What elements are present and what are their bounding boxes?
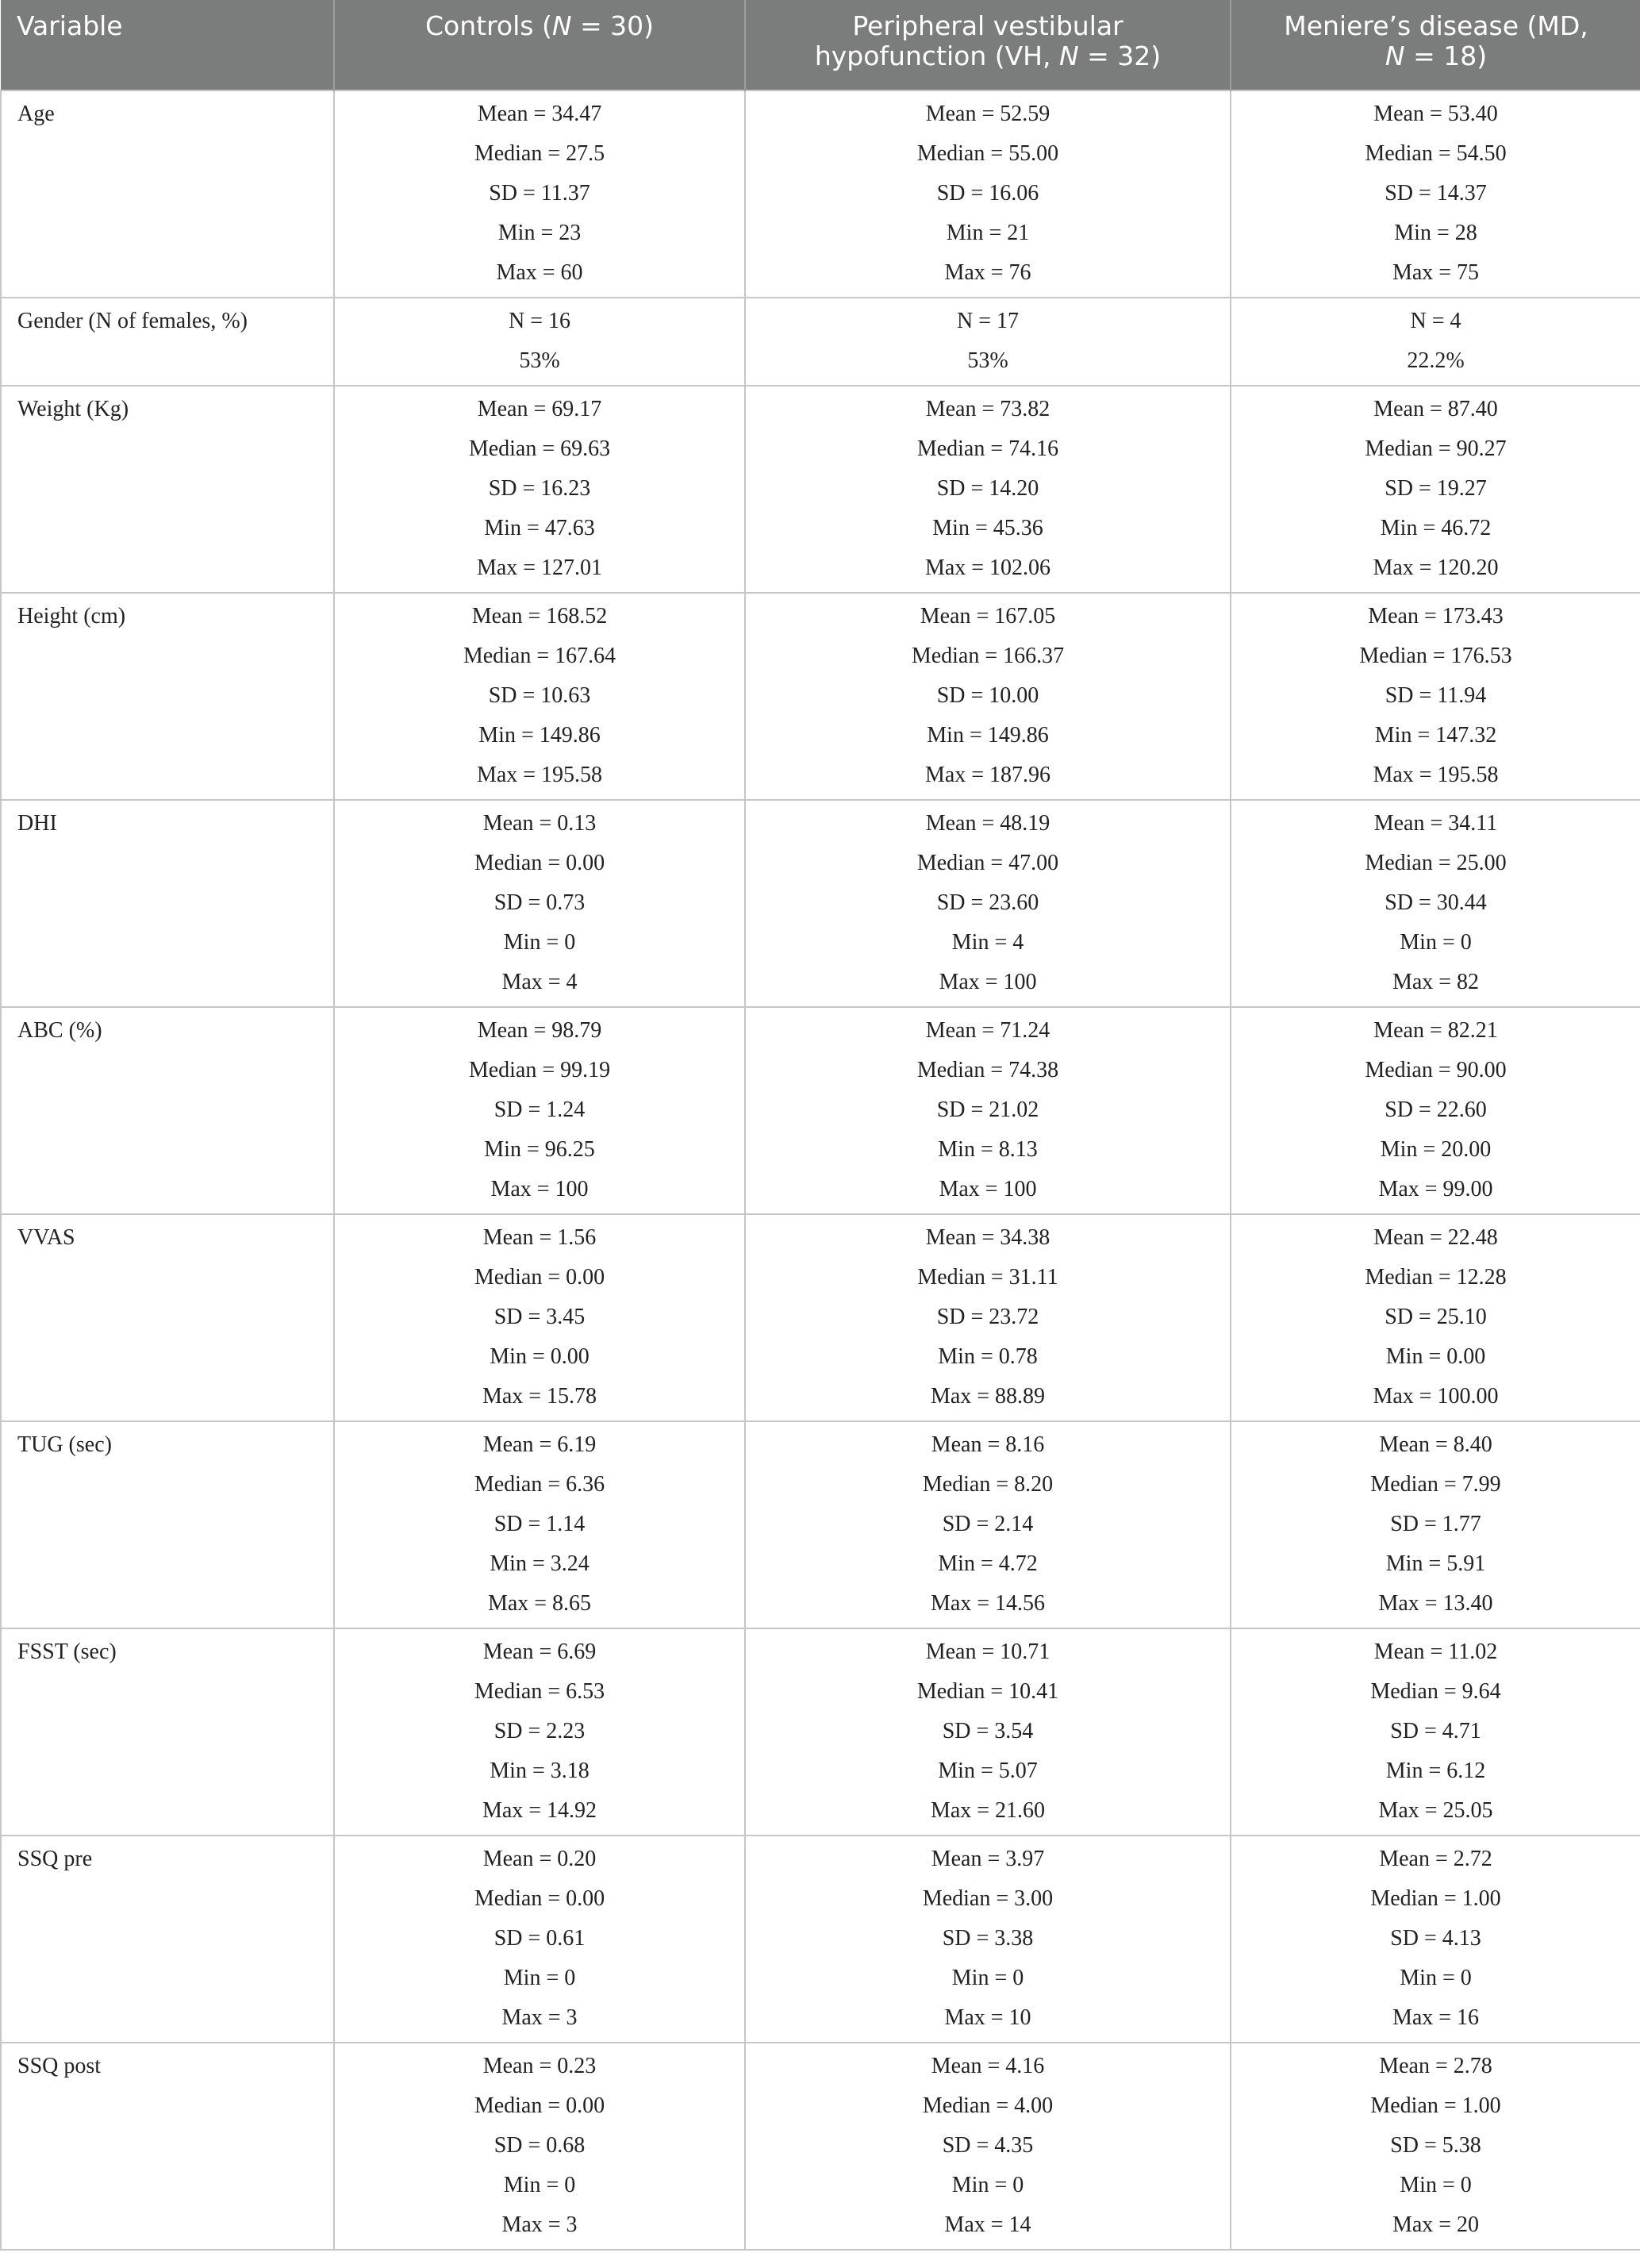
cell-value: Min = 0.00 xyxy=(1385,1344,1486,1369)
cell-value: Median = 99.19 xyxy=(468,1058,611,1082)
cell-value: Min = 96.25 xyxy=(484,1137,595,1162)
header-controls-n: N xyxy=(551,10,572,41)
header-md-suffix: = 18) xyxy=(1404,40,1488,71)
cell-value: Mean = 167.05 xyxy=(920,604,1056,629)
cell-value: Mean = 71.24 xyxy=(925,1018,1050,1043)
cell-value: Max = 187.96 xyxy=(924,763,1051,787)
header-controls-prefix: Controls ( xyxy=(424,10,552,41)
row-label: Gender (N of females, %) xyxy=(1,298,334,386)
cell-value: Mean = 0.23 xyxy=(482,2054,597,2078)
cell-value: N = 16 xyxy=(508,309,570,333)
cell-value: Max = 76 xyxy=(944,260,1031,285)
cell-value: SD = 14.37 xyxy=(1385,181,1487,206)
cell-vh xyxy=(745,800,1231,1007)
cell-vh xyxy=(745,593,1231,800)
row-label: TUG (sec) xyxy=(1,1421,334,1628)
cell-vh xyxy=(745,2043,1231,2250)
table-row xyxy=(1,1421,1640,1628)
cell-controls xyxy=(334,1628,745,1836)
cell-value: Median = 31.11 xyxy=(917,1265,1058,1290)
cell-value: Min = 5.07 xyxy=(938,1759,1038,1783)
cell-value: Min = 0.00 xyxy=(490,1344,590,1369)
cell-value: Min = 147.32 xyxy=(1374,723,1497,748)
row-label: ABC (%) xyxy=(1,1007,334,1214)
row-label: Weight (Kg) xyxy=(1,386,334,593)
cell-value: SD = 22.60 xyxy=(1385,1097,1487,1122)
cell-value: Min = 6.12 xyxy=(1385,1759,1486,1783)
cell-value: Median = 25.00 xyxy=(1365,851,1507,875)
cell-value: Mean = 82.21 xyxy=(1373,1018,1498,1043)
cell-value: Min = 46.72 xyxy=(1380,516,1492,540)
cell-md xyxy=(1231,1214,1640,1421)
cell-value: SD = 30.44 xyxy=(1385,890,1487,915)
table-row xyxy=(1,298,1640,386)
header-vh-suffix: = 32) xyxy=(1078,40,1162,71)
cell-value: SD = 1.77 xyxy=(1390,1512,1481,1536)
cell-value: Min = 0 xyxy=(951,2173,1024,2197)
cell-value: Median = 6.53 xyxy=(474,1679,605,1704)
cell-value: Median = 54.50 xyxy=(1365,141,1507,166)
cell-value: Min = 45.36 xyxy=(932,516,1043,540)
cell-value: Mean = 98.79 xyxy=(477,1018,602,1043)
cell-value: Median = 4.00 xyxy=(922,2093,1054,2118)
header-variable-label: Variable xyxy=(17,10,123,41)
cell-value: Max = 75 xyxy=(1392,260,1480,285)
cell-value: 22.2% xyxy=(1407,348,1465,373)
cell-value: Median = 74.16 xyxy=(916,436,1059,461)
table-row xyxy=(1,386,1640,593)
cell-value: Max = 120.20 xyxy=(1373,555,1499,580)
cell-value: Min = 0 xyxy=(503,2173,576,2197)
cell-value: SD = 4.35 xyxy=(942,2133,1034,2158)
cell-value: Max = 195.58 xyxy=(476,763,603,787)
table-row xyxy=(1,2043,1640,2250)
cell-value: Mean = 34.11 xyxy=(1373,811,1498,836)
cell-vh xyxy=(745,1421,1231,1628)
cell-value: Median = 1.00 xyxy=(1370,2093,1501,2118)
header-variable xyxy=(1,0,334,90)
table-body xyxy=(1,90,1640,2250)
cell-value: Median = 10.41 xyxy=(916,1679,1059,1704)
header-vh-n: N xyxy=(1058,40,1079,71)
cell-value: Max = 10 xyxy=(944,2005,1031,2030)
cell-value: 53% xyxy=(519,348,560,373)
cell-value: Median = 0.00 xyxy=(474,1265,605,1290)
cell-controls xyxy=(334,1836,745,2043)
cell-value: SD = 16.23 xyxy=(488,476,591,501)
cell-value: Min = 3.18 xyxy=(490,1759,590,1783)
cell-value: SD = 16.06 xyxy=(936,181,1039,206)
cell-value: Max = 127.01 xyxy=(476,555,603,580)
cell-value: Max = 20 xyxy=(1392,2212,1480,2237)
cell-value: Max = 16 xyxy=(1392,2005,1480,2030)
cell-value: Max = 100 xyxy=(490,1177,589,1201)
cell-vh xyxy=(745,386,1231,593)
cell-value: Min = 20.00 xyxy=(1380,1137,1492,1162)
header-vh-prefix: hypofunction (VH, xyxy=(814,40,1059,71)
cell-value: Min = 149.86 xyxy=(478,723,601,748)
header-md-line2 xyxy=(1247,41,1625,71)
cell-value: SD = 0.73 xyxy=(494,890,586,915)
cell-value: Mean = 0.20 xyxy=(482,1847,597,1871)
cell-value: Max = 60 xyxy=(496,260,583,285)
cell-value: Median = 167.64 xyxy=(463,644,616,668)
cell-value: Min = 4.72 xyxy=(938,1551,1038,1576)
cell-value: SD = 3.38 xyxy=(942,1926,1034,1951)
cell-md xyxy=(1231,800,1640,1007)
row-label: SSQ pre xyxy=(1,1836,334,2043)
cell-value: Max = 100 xyxy=(939,1177,1037,1201)
cell-value: Max = 100.00 xyxy=(1373,1384,1499,1409)
cell-controls xyxy=(334,2043,745,2250)
cell-value: Median = 47.00 xyxy=(916,851,1059,875)
cell-value: Min = 0 xyxy=(1400,930,1472,955)
cell-controls xyxy=(334,1214,745,1421)
cell-value: SD = 11.37 xyxy=(489,181,590,206)
cell-value: Median = 90.27 xyxy=(1365,436,1507,461)
cell-vh xyxy=(745,1214,1231,1421)
cell-controls xyxy=(334,90,745,298)
cell-value: Min = 21 xyxy=(946,221,1030,245)
header-vh-line1: Peripheral vestibular xyxy=(852,10,1123,41)
cell-value: Max = 195.58 xyxy=(1373,763,1499,787)
cell-value: SD = 3.45 xyxy=(494,1305,586,1329)
cell-value: SD = 5.38 xyxy=(1390,2133,1481,2158)
header-vh-line2 xyxy=(762,41,1214,71)
cell-value: Median = 55.00 xyxy=(916,141,1059,166)
cell-value: Max = 100 xyxy=(939,970,1037,994)
cell-value: Median = 12.28 xyxy=(1365,1265,1507,1290)
header-controls xyxy=(334,0,745,90)
cell-value: SD = 10.63 xyxy=(488,683,591,708)
cell-value: Min = 28 xyxy=(1394,221,1477,245)
cell-md xyxy=(1231,1836,1640,2043)
header-controls-suffix: = 30) xyxy=(571,10,655,41)
cell-value: SD = 23.60 xyxy=(936,890,1039,915)
cell-value: Median = 9.64 xyxy=(1370,1679,1501,1704)
cell-value: Median = 1.00 xyxy=(1370,1886,1501,1911)
cell-value: Mean = 1.56 xyxy=(482,1225,597,1250)
row-label: Age xyxy=(1,90,334,298)
cell-md xyxy=(1231,90,1640,298)
cell-value: Median = 176.53 xyxy=(1359,644,1512,668)
cell-value: Mean = 2.78 xyxy=(1379,2054,1492,2078)
cell-value: Min = 0 xyxy=(951,1966,1024,1990)
cell-vh xyxy=(745,90,1231,298)
cell-value: Max = 102.06 xyxy=(924,555,1051,580)
cell-value: Max = 88.89 xyxy=(930,1384,1046,1409)
cell-value: Mean = 6.69 xyxy=(482,1639,597,1664)
cell-value: SD = 21.02 xyxy=(936,1097,1039,1122)
cell-value: Median = 90.00 xyxy=(1365,1058,1507,1082)
header-vh xyxy=(745,0,1231,90)
cell-value: N = 4 xyxy=(1410,309,1461,333)
row-label: VVAS xyxy=(1,1214,334,1421)
cell-value: Mean = 4.16 xyxy=(931,2054,1045,2078)
cell-value: Mean = 6.19 xyxy=(482,1432,597,1457)
cell-value: SD = 0.61 xyxy=(494,1926,586,1951)
cell-value: Max = 13.40 xyxy=(1378,1591,1493,1616)
cell-value: Max = 3 xyxy=(501,2005,578,2030)
cell-vh xyxy=(745,298,1231,386)
header-md-line1: Meniere’s disease (MD, xyxy=(1284,10,1588,41)
cell-vh xyxy=(745,1836,1231,2043)
cell-value: Max = 14.56 xyxy=(930,1591,1046,1616)
cell-value: SD = 11.94 xyxy=(1385,683,1487,708)
cell-value: Mean = 0.13 xyxy=(482,811,597,836)
cell-value: Mean = 34.38 xyxy=(925,1225,1050,1250)
table-header xyxy=(1,0,1640,90)
cell-value: Min = 23 xyxy=(497,221,582,245)
cell-value: Min = 3.24 xyxy=(490,1551,590,1576)
cell-value: SD = 3.54 xyxy=(942,1719,1034,1743)
cell-controls xyxy=(334,298,745,386)
table-row xyxy=(1,1836,1640,2043)
cell-vh xyxy=(745,1007,1231,1214)
cell-value: Median = 74.38 xyxy=(916,1058,1059,1082)
cell-value: Max = 3 xyxy=(501,2212,578,2237)
header-md-n: N xyxy=(1385,40,1405,71)
table-row xyxy=(1,1628,1640,1836)
cell-value: Mean = 69.17 xyxy=(477,397,602,421)
cell-value: Median = 3.00 xyxy=(922,1886,1054,1911)
cell-value: Max = 25.05 xyxy=(1378,1798,1493,1823)
cell-vh xyxy=(745,1628,1231,1836)
cell-value: Min = 0 xyxy=(1400,2173,1472,2197)
table-row xyxy=(1,593,1640,800)
cell-value: N = 17 xyxy=(956,309,1019,333)
cell-value: Mean = 8.40 xyxy=(1379,1432,1492,1457)
cell-value: Max = 14 xyxy=(944,2212,1031,2237)
cell-md xyxy=(1231,593,1640,800)
cell-value: Median = 69.63 xyxy=(468,436,611,461)
cell-value: Median = 6.36 xyxy=(474,1472,605,1497)
cell-value: SD = 1.24 xyxy=(494,1097,586,1122)
cell-value: Mean = 10.71 xyxy=(925,1639,1050,1664)
cell-md xyxy=(1231,298,1640,386)
cell-md xyxy=(1231,2043,1640,2250)
cell-value: Mean = 8.16 xyxy=(931,1432,1045,1457)
cell-value: Mean = 53.40 xyxy=(1373,102,1498,126)
cell-md xyxy=(1231,1628,1640,1836)
cell-value: SD = 14.20 xyxy=(936,476,1039,501)
cell-value: Median = 166.37 xyxy=(911,644,1065,668)
cell-value: Min = 0 xyxy=(503,1966,576,1990)
row-label: SSQ post xyxy=(1,2043,334,2250)
cell-value: Max = 21.60 xyxy=(930,1798,1046,1823)
cell-value: Max = 99.00 xyxy=(1378,1177,1493,1201)
cell-value: Mean = 3.97 xyxy=(931,1847,1045,1871)
cell-value: Mean = 173.43 xyxy=(1368,604,1504,629)
cell-value: Max = 14.92 xyxy=(482,1798,597,1823)
cell-value: Min = 0 xyxy=(503,930,576,955)
cell-value: Median = 0.00 xyxy=(474,1886,605,1911)
cell-value: Max = 4 xyxy=(501,970,578,994)
cell-value: SD = 1.14 xyxy=(494,1512,586,1536)
cell-value: Min = 8.13 xyxy=(938,1137,1038,1162)
cell-value: Min = 4 xyxy=(951,930,1024,955)
cell-value: Min = 0 xyxy=(1400,1966,1472,1990)
cell-controls xyxy=(334,1421,745,1628)
cell-value: SD = 4.13 xyxy=(1390,1926,1481,1951)
cell-controls xyxy=(334,386,745,593)
cell-value: Max = 82 xyxy=(1392,970,1480,994)
cell-md xyxy=(1231,1421,1640,1628)
cell-value: Median = 0.00 xyxy=(474,2093,605,2118)
cell-value: SD = 2.23 xyxy=(494,1719,586,1743)
header-md xyxy=(1231,0,1640,90)
cell-value: Mean = 52.59 xyxy=(925,102,1050,126)
cell-value: Mean = 11.02 xyxy=(1373,1639,1498,1664)
cell-value: SD = 19.27 xyxy=(1385,476,1487,501)
row-label: Height (cm) xyxy=(1,593,334,800)
cell-value: SD = 25.10 xyxy=(1385,1305,1487,1329)
cell-value: Mean = 34.47 xyxy=(477,102,602,126)
cell-value: Max = 8.65 xyxy=(487,1591,592,1616)
cell-value: SD = 23.72 xyxy=(936,1305,1039,1329)
cell-md xyxy=(1231,1007,1640,1214)
header-row xyxy=(1,0,1640,90)
cell-value: Min = 0.78 xyxy=(938,1344,1038,1369)
cell-value: SD = 2.14 xyxy=(942,1512,1034,1536)
cell-value: Median = 8.20 xyxy=(922,1472,1054,1497)
row-label: DHI xyxy=(1,800,334,1007)
cell-value: Median = 7.99 xyxy=(1370,1472,1501,1497)
cell-value: Mean = 2.72 xyxy=(1379,1847,1492,1871)
table-row xyxy=(1,1214,1640,1421)
cell-value: Mean = 73.82 xyxy=(925,397,1050,421)
cell-controls xyxy=(334,1007,745,1214)
cell-value: Min = 5.91 xyxy=(1385,1551,1486,1576)
cell-value: Min = 149.86 xyxy=(927,723,1049,748)
cell-md xyxy=(1231,386,1640,593)
cell-value: Min = 47.63 xyxy=(484,516,595,540)
row-label: FSST (sec) xyxy=(1,1628,334,1836)
cell-controls xyxy=(334,800,745,1007)
cell-controls xyxy=(334,593,745,800)
cell-value: Mean = 48.19 xyxy=(925,811,1050,836)
cell-value: 53% xyxy=(967,348,1008,373)
cell-value: SD = 0.68 xyxy=(494,2133,586,2158)
cell-value: SD = 10.00 xyxy=(936,683,1039,708)
cell-value: Mean = 22.48 xyxy=(1373,1225,1498,1250)
table-row xyxy=(1,800,1640,1007)
table-row xyxy=(1,90,1640,298)
cell-value: Max = 15.78 xyxy=(482,1384,597,1409)
cell-value: Mean = 168.52 xyxy=(471,604,608,629)
cell-value: Median = 27.5 xyxy=(474,141,605,166)
cell-value: SD = 4.71 xyxy=(1390,1719,1481,1743)
table-row xyxy=(1,1007,1640,1214)
cell-value: Median = 0.00 xyxy=(474,851,605,875)
cell-value: Mean = 87.40 xyxy=(1373,397,1498,421)
